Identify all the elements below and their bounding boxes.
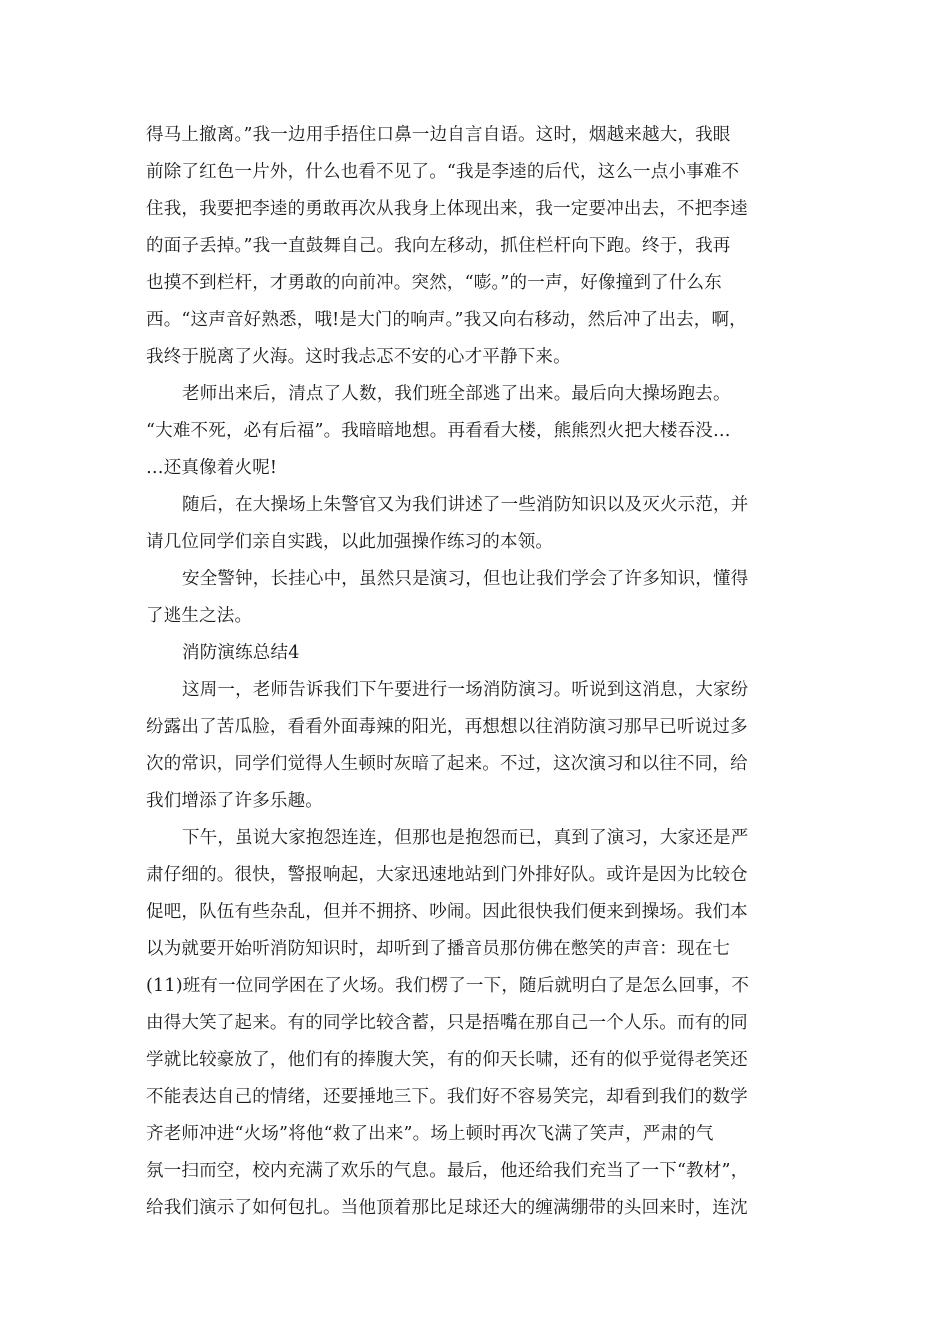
paragraph-first-line: 老师出来后，清点了人数，我们班全部逃了出来。最后向大操场跑去。 [182,384,731,404]
text-line: 请几位同学们亲自实践，以此加强操作练习的本领。 [146,532,554,552]
text-line: 我们增添了许多乐趣。 [146,791,323,811]
paragraph-first-line: 安全警钟，长挂心中，虽然只是演习，但也让我们学会了许多知识，懂得 [182,569,749,589]
text-line: 不能表达自己的情绪，还要捶地三下。我们好不容易笑完，却看到我们的数学 [146,1087,748,1107]
text-line: 以为就要开始听消防知识时，却听到了播音员那仿佛在憋笑的声音：现在七 [146,939,731,959]
text-line: 学就比较豪放了，他们有的捧腹大笑，有的仰天长啸，还有的似乎觉得老笑还 [146,1050,748,1070]
text-line: …还真像着火呢! [146,458,278,478]
text-line: 给我们演示了如何包扎。当他顶着那比足球还大的缠满绷带的头回来时，连沈 [146,1198,748,1218]
text-line: 得马上撤离。”我一边用手捂住口鼻一边自言自语。这时，烟越来越大，我眼 [146,125,731,145]
text-line: 前除了红色一片外，什么也看不见了。“我是李逵的后代，这么一点小事难不 [146,162,740,182]
paragraph-first-line: 下午，虽说大家抱怨连连，但那也是抱怨而已，真到了演习，大家还是严 [182,828,749,848]
text-line: 促吧，队伍有些杂乱，但并不拥挤、吵闹。因此很快我们便来到操场。我们本 [146,902,748,922]
paragraph-first-line: 随后，在大操场上朱警官又为我们讲述了一些消防知识以及灭火示范，并 [182,495,749,515]
text-line: 由得大笑了起来。有的同学比较含蓄，只是捂嘴在那自己一个人乐。而有的同 [146,1013,748,1033]
text-line: 次的常识，同学们觉得人生顿时灰暗了起来。不过，这次演习和以往不同，给 [146,754,748,774]
text-line: “大难不死，必有后福”。我暗暗地想。再看看大楼，熊熊烈火把大楼吞没… [146,421,731,441]
text-line: 齐老师冲进“火场”将他“救了出来”。场上顿时再次飞满了笑声，严肃的气 [146,1124,714,1144]
text-line: 氛一扫而空，校内充满了欢乐的气息。最后，他还给我们充当了一下“教材”， [146,1161,749,1181]
text-line: 我终于脱离了火海。这时我忐忑不安的心才平静下来。 [146,347,571,367]
text-line: 纷露出了苦瓜脸，看看外面毒辣的阳光，再想想以往消防演习那早已听说过多 [146,717,748,737]
text-line: 肃仔细的。很快，警报响起，大家迅速地站到门外排好队。或许是因为比较仓 [146,865,748,885]
text-line: 西。“这声音好熟悉，哦!是大门的响声。”我又向右移动，然后冲了出去，啊， [146,310,747,330]
text-line: 住我，我要把李逵的勇敢再次从我身上体现出来，我一定要冲出去，不把李逵 [146,199,748,219]
text-line: (11)班有一位同学困在了火场。我们楞了一下，随后就明白了是怎么回事，不 [146,976,750,996]
text-line: 的面子丢掉。”我一直鼓舞自己。我向左移动，抓住栏杆向下跑。终于，我再 [146,236,731,256]
section-heading: 消防演练总结4 [182,643,300,663]
text-line: 了逃生之法。 [146,606,253,626]
paragraph-first-line: 这周一，老师告诉我们下午要进行一场消防演习。听说到这消息，大家纷 [182,680,749,700]
text-line: 也摸不到栏杆，才勇敢的向前冲。突然，“嘭。”的一声，好像撞到了什么东 [146,273,722,293]
